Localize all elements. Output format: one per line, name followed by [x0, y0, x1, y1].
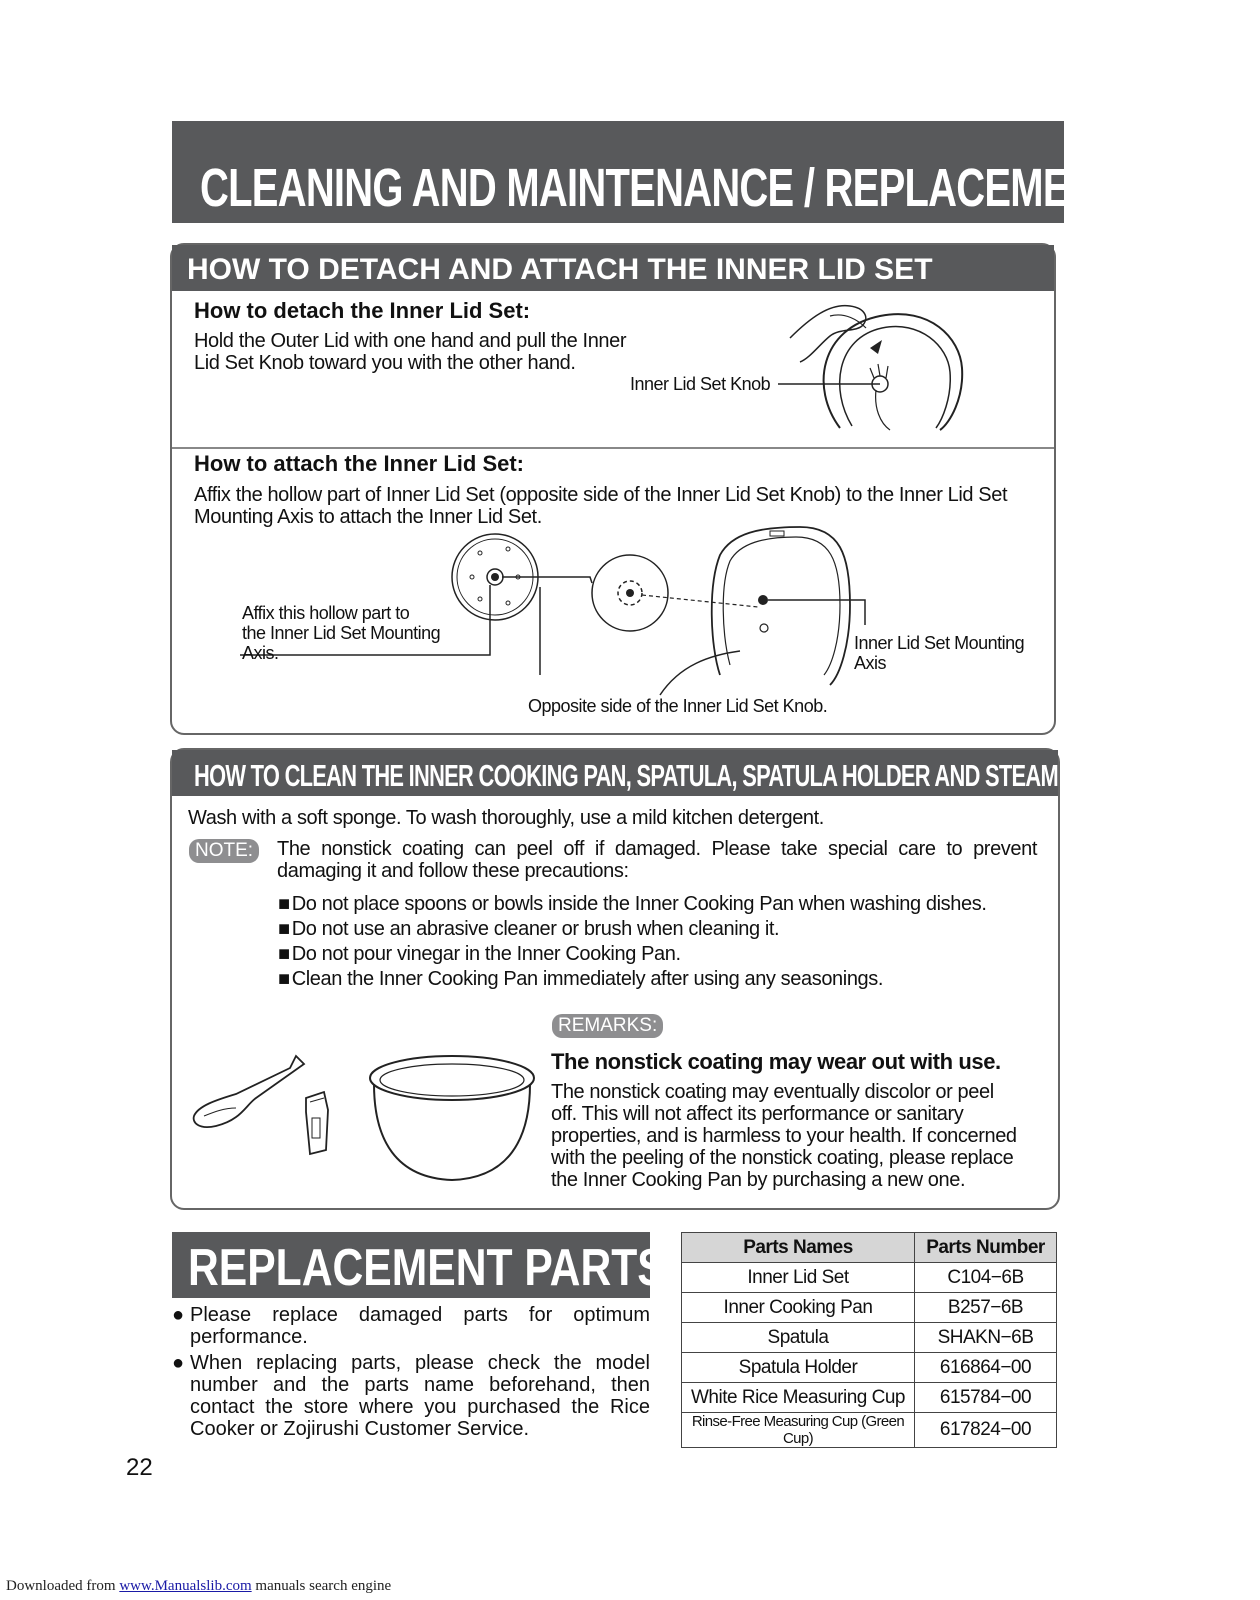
precaution-item: ■ Do not use an abrasive cleaner or brush when cleaning it.: [278, 918, 779, 940]
table-cell: 617824−00: [915, 1413, 1057, 1448]
footer-suffix: manuals search engine: [251, 1578, 392, 1594]
replacement-bullet: [172, 1352, 650, 1440]
note-text: The nonstick coating can peel off if damaged. Please take special care to prevent damaging it and follow these precautions:: [277, 838, 1037, 882]
remarks-line: The nonstick coating may eventually discolor or peel: [551, 1081, 994, 1103]
axis-label-line-2: Axis: [854, 653, 887, 673]
precaution-item: ■ Do not place spoons or bowls inside the Inner Cooking Pan when washing dishes.: [278, 893, 986, 915]
table-row: [682, 1413, 1057, 1448]
remarks-line: with the peeling of the nonstick coating, please replace: [551, 1147, 1014, 1169]
table-cell: SHAKN−6B: [915, 1323, 1057, 1353]
attach-text-line-1: Affix the hollow part of Inner Lid Set (opposite side of the Inner Lid Set Knob) to the Inner Lid Set: [194, 484, 1008, 506]
note-badge: NOTE:: [189, 839, 259, 863]
table-header-cell: Parts Names: [682, 1233, 915, 1263]
cleaning-intro: Wash with a soft sponge. To wash thoroughly, use a mild kitchen detergent.: [188, 807, 824, 829]
table-cell: 615784−00: [915, 1383, 1057, 1413]
affix-label-line-3: Axis.: [242, 643, 279, 663]
cleaning-heading: HOW TO CLEAN THE INNER COOKING PAN, SPATULA, SPATULA HOLDER AND STEAM VENT CAP: [194, 758, 1169, 793]
table-cell: White Rice Measuring Cup: [682, 1383, 915, 1413]
opposite-side-label: Opposite side of the Inner Lid Set Knob.: [528, 696, 828, 716]
table-row: [682, 1353, 1057, 1383]
table-cell: Spatula: [682, 1323, 915, 1353]
footer-prefix: Downloaded from: [6, 1578, 120, 1594]
attach-text-line-2: Mounting Axis to attach the Inner Lid Set.: [194, 506, 542, 528]
bullet-dot-icon: ●: [172, 1352, 185, 1374]
table-cell: Inner Cooking Pan: [682, 1293, 915, 1323]
footer: [6, 1578, 391, 1595]
table-row: [682, 1263, 1057, 1293]
table-row: [682, 1323, 1057, 1353]
table-header-row: [682, 1233, 1057, 1263]
replacement-bullet-text: Please replace damaged parts for optimum performance.: [190, 1304, 650, 1348]
remarks-badge: REMARKS:: [552, 1014, 663, 1038]
parts-table: [681, 1232, 1057, 1448]
knob-label: Inner Lid Set Knob: [630, 374, 771, 394]
table-cell: Spatula Holder: [682, 1353, 915, 1383]
precaution-item: ■ Clean the Inner Cooking Pan immediately after using any seasonings.: [278, 968, 883, 990]
table-cell: B257−6B: [915, 1293, 1057, 1323]
axis-label-line-1: Inner Lid Set Mounting: [854, 633, 1025, 653]
bullet-dot-icon: ●: [172, 1304, 185, 1326]
page-title: CLEANING AND MAINTENANCE / REPLACEMENT PARTS: [200, 158, 1260, 218]
precaution-item: ■ Do not pour vinegar in the Inner Cooking Pan.: [278, 943, 681, 965]
cleaning-heading-bar: [172, 750, 1169, 796]
section-divider: [172, 447, 1054, 449]
replacement-heading: REPLACEMENT PARTS: [188, 1239, 666, 1297]
remarks-title: The nonstick coating may wear out with use.: [551, 1049, 1001, 1074]
table-cell: 616864−00: [915, 1353, 1057, 1383]
detach-text-line-2: Lid Set Knob toward you with the other hand.: [194, 352, 576, 374]
inner-lid-heading: HOW TO DETACH AND ATTACH THE INNER LID SET: [187, 253, 933, 286]
detach-text-line-1: Hold the Outer Lid with one hand and pull the Inner: [194, 330, 627, 352]
inner-lid-heading-bar: [172, 245, 1054, 291]
affix-label-line-2: the Inner Lid Set Mounting: [242, 623, 441, 643]
replacement-heading-bar: [172, 1232, 666, 1298]
table-header-cell: Parts Number: [915, 1233, 1057, 1263]
spatula-and-pan-illustration: [186, 1050, 536, 1190]
footer-link[interactable]: www.Manualslib.com: [119, 1578, 252, 1594]
table-row: [682, 1383, 1057, 1413]
page-title-bar: [172, 121, 1260, 223]
replacement-bullet-text: When replacing parts, please check the model number and the parts name beforehand, then contact the store where you purchased the Rice Cooker or Zojirushi Customer Service.: [190, 1352, 650, 1440]
page-number: 22: [126, 1454, 153, 1481]
affix-label-line-1: Affix this hollow part to: [242, 603, 410, 623]
remarks-line: the Inner Cooking Pan by purchasing a new one.: [551, 1169, 966, 1191]
detach-lid-illustration: [770, 298, 970, 433]
table-row: [682, 1293, 1057, 1323]
remarks-line: off. This will not affect its performance or sanitary: [551, 1103, 964, 1125]
table-cell: Inner Lid Set: [682, 1263, 915, 1293]
table-cell: Rinse-Free Measuring Cup (Green Cup): [682, 1413, 915, 1448]
remarks-line: properties, and is harmless to your health. If concerned: [551, 1125, 1017, 1147]
table-cell: C104−6B: [915, 1263, 1057, 1293]
attach-title: How to attach the Inner Lid Set:: [194, 451, 525, 476]
replacement-bullet: [172, 1304, 650, 1348]
detach-title: How to detach the Inner Lid Set:: [194, 298, 531, 323]
